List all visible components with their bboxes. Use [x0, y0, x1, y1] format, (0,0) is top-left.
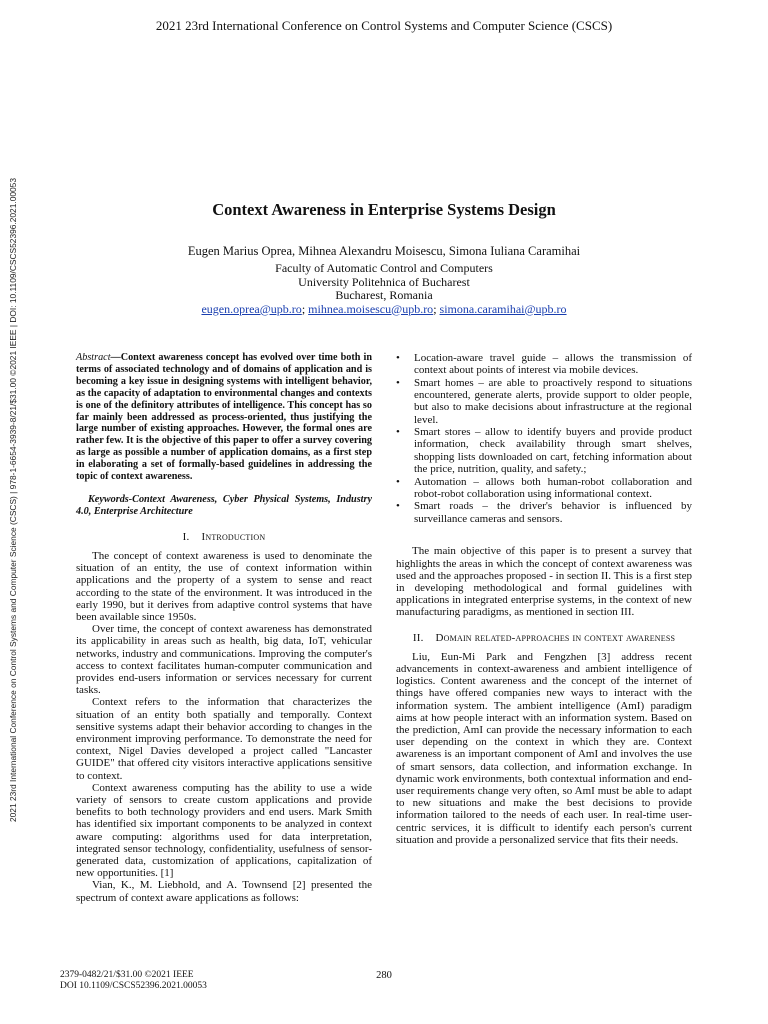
body-paragraph: The concept of context awareness is used to denominate the situation of an entity, the use of context information within applications and the property of a system to sense and react according to the state of the environment. It was introduced in the early 1990, but it derives from adaptive control systems that have been available since 1950s.	[76, 549, 372, 623]
body-paragraph: Context awareness computing has the ability to use a wide variety of sensors to create custom applications and provide benefits to both technology providers and end users. Mark Smith has identified six important components to be analyzed in context aware computing: algorithms used for data interpretation, integrated sensor technology, confidentiality, usefulness of sensor-generated data, customization of applications, capitalization of new opportunities. [1]	[76, 781, 372, 880]
body-paragraph: The main objective of this paper is to present a survey that highlights the areas in which the concept of context awareness was used and the approaches proposed - in section II. This is a first step in developing methodological and formal guidelines with applications in integrated enterprise systems, in the context of new manufacturing paradigms, as mentioned in section III.	[396, 545, 692, 619]
list-item	[396, 352, 692, 377]
keywords: Keywords-Context Awareness, Cyber Physical Systems, Industry 4.0, Enterprise Architecture	[76, 493, 372, 517]
paper-authors: Eugen Marius Oprea, Mihnea Alexandru Moisescu, Simona Iuliana Caramihai	[187, 244, 581, 258]
section-number: II.	[412, 631, 424, 644]
affiliation-line: University Politehnica of Bucharest	[298, 274, 470, 289]
body-paragraph: Over time, the concept of context awareness has demonstrated its applicability in areas such as health, big data, IoT, vehicular networks, industry and communications. Improving the computer's access to context facilitates human-computer communication and provides end-users information or services necessary for current tasks.	[76, 623, 372, 697]
right-column	[396, 352, 692, 846]
section-heading-introduction	[76, 531, 372, 543]
list-item	[396, 376, 692, 426]
email-link[interactable]: simona.caramihai@upb.ro	[439, 301, 567, 316]
list-item	[396, 500, 692, 525]
bullet-icon: •	[396, 352, 400, 364]
bullet-icon: •	[396, 500, 400, 513]
paper-title: Context Awareness in Enterprise Systems Design	[212, 200, 556, 219]
email-separator: ;	[433, 301, 440, 316]
affiliation-line: Faculty of Automatic Control and Computers	[275, 261, 493, 275]
body-paragraph: Liu, Eun-Mi Park and Fengzhen [3] address recent advancements in context-awareness and ambient intelligence of logistics. Content awareness and the concept of the internet of things have offered companies new ways to interact with the information system. The ambient intelligence (AmI) paradigm aims at how people interact with an information system. Based on the prediction, AmI can provide the necessary information to each user depending on the context in which they are. Context awareness is an important component of AmI and involves the use of smart sensors, data collection, and information exchange. In dynamic work environments, both contextual information and end-user requirements change very often, so AmI must be able to adapt to new situations and make the best decisions to provide information tailored to the needs of each user. In real-time user-centric services, it is difficult to identify each person's current situation and provide a personalized service that fits their needs.	[396, 650, 692, 846]
email-list	[0, 303, 768, 317]
left-column	[76, 352, 372, 904]
email-link[interactable]: mihnea.moisescu@upb.ro	[308, 301, 434, 316]
list-item-text: Location-aware travel guide – allows the transmission of context about points of interest via mobile devices.	[414, 352, 692, 377]
spacer	[396, 525, 692, 545]
bullet-icon: •	[396, 426, 400, 439]
section-title: Domain related-approaches in context awareness	[435, 631, 676, 644]
application-bullet-list	[396, 352, 692, 525]
affiliation-line: Bucharest, Romania	[335, 288, 433, 302]
email-link[interactable]: eugen.oprea@upb.ro	[201, 301, 302, 316]
page-number: 280	[376, 970, 392, 981]
bullet-icon: •	[396, 376, 400, 389]
side-metadata-strip: 2021 23rd International Conference on Control Systems and Computer Science (CSCS) | 978-1-6654-3939-8/21/$31.00 ©2021 IEEE | DOI: 10.1109/CSCS52396.2021.00053	[8, 178, 18, 823]
list-item	[396, 426, 692, 475]
list-item-text: Automation – allows both human-robot collaboration and robot-robot collaboration using informational context.	[414, 475, 692, 500]
section-number: I.	[182, 530, 190, 543]
email-separator: ;	[301, 301, 309, 316]
body-paragraph: Context refers to the information that characterizes the situation of an entity both spatially and temporally. Context sensitive systems adapt their behavior according to changes in the environment improving performance. To demonstrate the need for context, Nigel Davies developed a project called "Lancaster GUIDE" that offered city visitors interactive applications sensitive to context.	[76, 696, 372, 782]
footer-issn: 2379-0482/21/$31.00 ©2021 IEEE	[60, 970, 194, 980]
abstract-body: —Context awareness concept has evolved over time both in terms of associated technology and of domains of application and is becoming a key issue in designing systems with intelligent behavior, as the capacity of adaptation to environmental changes and contexts is one of the definitory attributes of intelligence. This concept has so far mainly been addressed as process-oriented, thus justifying the large number of existing approaches. However, the formal ones are rather few. It is the objective of this paper to offer a survey covering as large as possible a number of application domains, as a first step in elaborating a set of formally-based guidelines in addressing the topic of context awareness.	[76, 352, 372, 483]
footer-doi: DOI 10.1109/CSCS52396.2021.00053	[60, 981, 207, 991]
conference-header: 2021 23rd International Conference on Control Systems and Computer Science (CSCS)	[155, 18, 613, 33]
list-item-text: Smart homes – are able to proactively respond to situations encountered, generate alerts, provide support to older people, but also to make decisions about infrastructure at the regional level.	[414, 376, 692, 426]
abstract	[76, 352, 372, 483]
abstract-lead: Abstract	[76, 352, 111, 363]
section-heading-domain-approaches	[396, 632, 692, 644]
list-item-text: Smart roads – the driver's behavior is influenced by surveillance cameras and sensors.	[414, 500, 692, 525]
body-paragraph: Vian, K., M. Liebhold, and A. Townsend [2] presented the spectrum of context aware applications as follows:	[76, 879, 372, 904]
affiliation-block	[0, 262, 768, 316]
bullet-icon: •	[396, 475, 400, 488]
section-title: Introduction	[201, 530, 266, 543]
list-item	[396, 475, 692, 500]
list-item-text: Smart stores – allow to identify buyers and provide product information, check availability through smart shelves, shopping lists downloaded on cart, fetching information about the price, nutrition, quality, and safety.;	[414, 426, 692, 475]
